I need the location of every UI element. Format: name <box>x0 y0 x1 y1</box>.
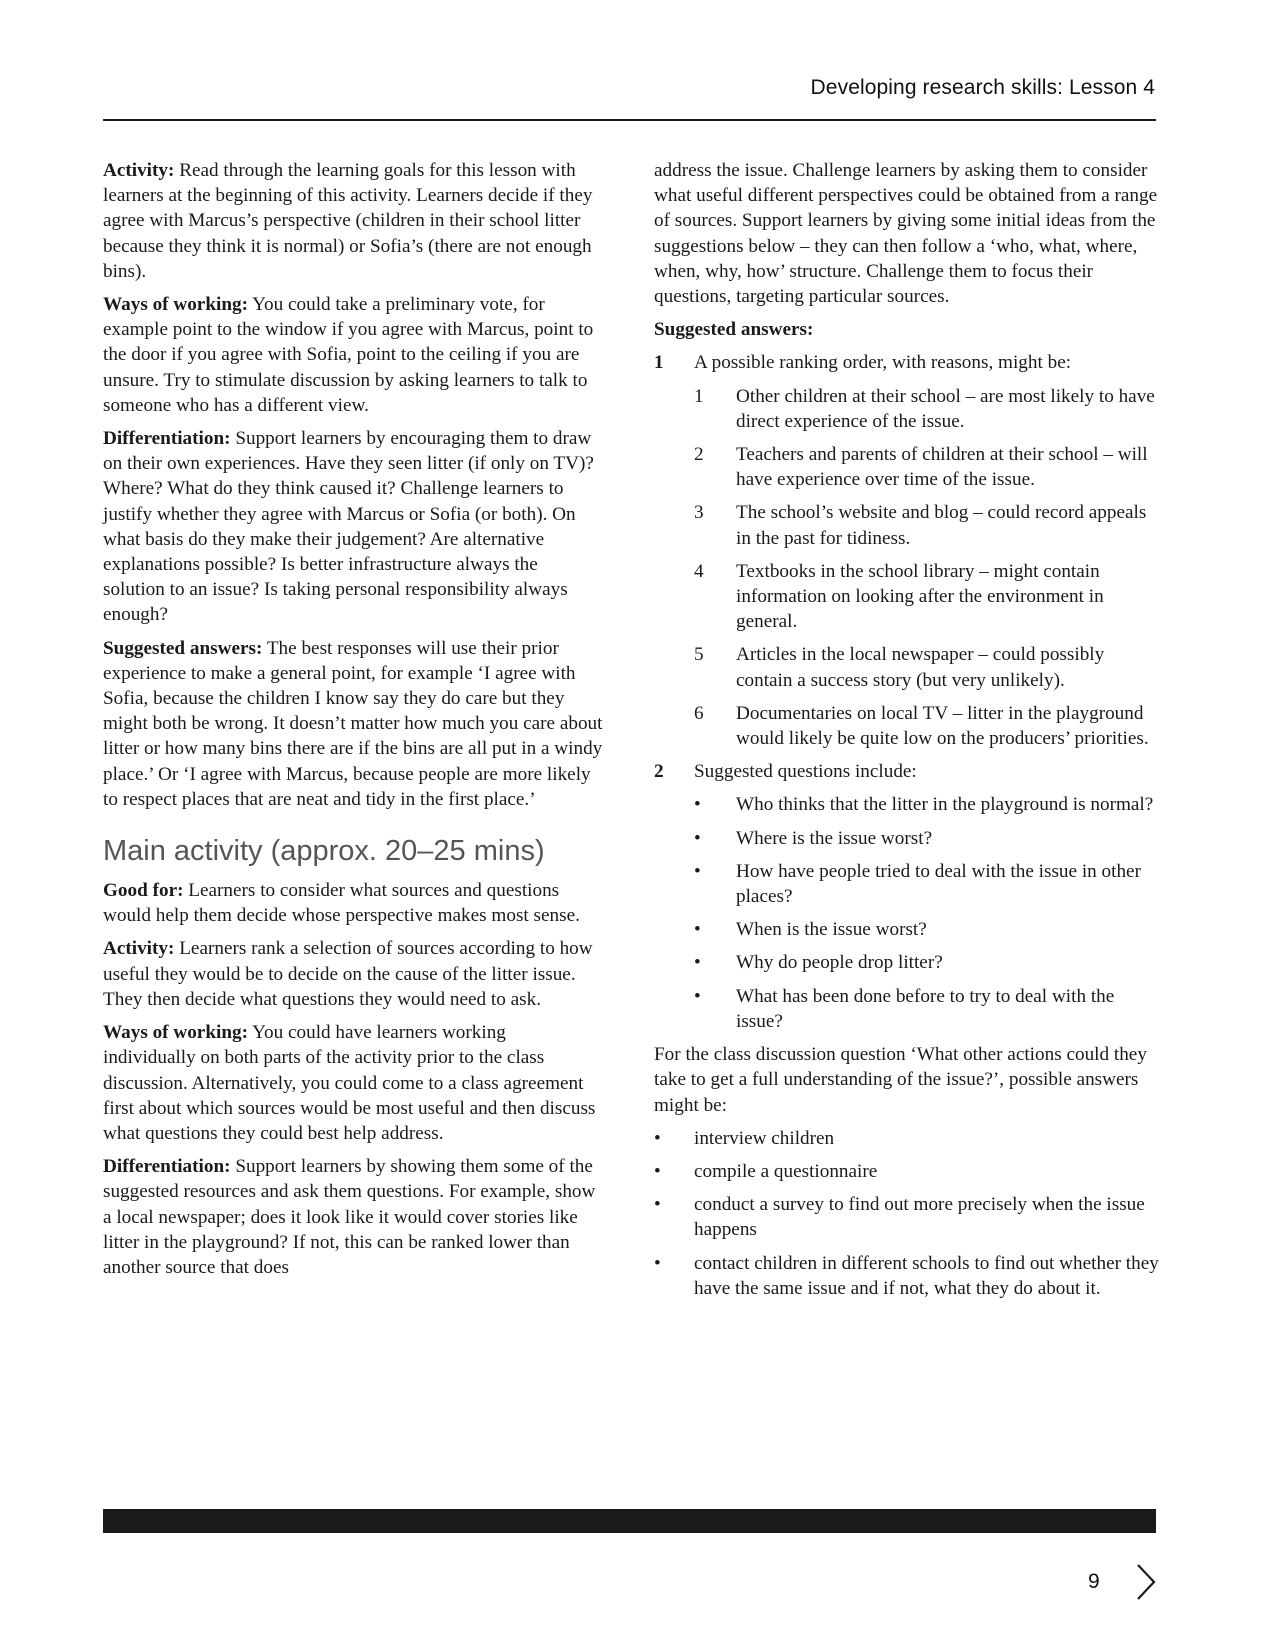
list-item <box>694 917 1160 942</box>
list-item <box>694 500 1160 550</box>
item-number: 4 <box>694 560 704 582</box>
answer-text: A possible ranking order, with reasons, might be: <box>694 352 1072 374</box>
paragraph-good-for <box>103 878 603 928</box>
bullet-icon: • <box>654 1194 661 1216</box>
paragraph-differentiation-main <box>103 1154 603 1280</box>
answer-number: 2 <box>654 761 664 783</box>
item-text: How have people tried to deal with the issue in other places? <box>736 860 1141 908</box>
list-item <box>694 859 1160 909</box>
item-text: contact children in different schools to find out whether they have the same issue and if not, what they do about it. <box>694 1252 1159 1299</box>
item-text: Why do people drop litter? <box>736 952 943 974</box>
header-rule <box>103 119 1156 121</box>
paragraph-activity <box>103 158 603 284</box>
chevron-right-icon[interactable] <box>1133 1562 1159 1602</box>
list-item <box>654 1192 1160 1242</box>
paragraph-suggested-answers <box>103 636 603 812</box>
item-text: What has been done before to try to deal with the issue? <box>736 985 1115 1032</box>
paragraph-text: Read through the learning goals for this lesson with learners at the beginning of this activity. Learners decide if they agree with Marcus’s perspective (children in their school litter because they think it is normal) or Sofia’s (there are not enough bins). <box>103 160 593 282</box>
bullet-icon: • <box>654 1127 661 1149</box>
item-text: Articles in the local newspaper – could possibly contain a success story (but very unlikely). <box>736 644 1105 691</box>
paragraph-label: Activity: <box>103 938 175 960</box>
paragraph-label: Differentiation: <box>103 428 231 450</box>
paragraph-ways-of-working <box>103 292 603 418</box>
suggested-answers-heading <box>654 317 1160 342</box>
item-text: interview children <box>694 1127 835 1149</box>
list-item <box>654 1126 1160 1151</box>
list-item <box>694 642 1160 692</box>
list-item <box>694 442 1160 492</box>
paragraph-text: Learners rank a selection of sources according to how useful they would be to decide on the cause of the litter issue. They then decide what questions they would need to ask. <box>103 938 593 1010</box>
item-text: When is the issue worst? <box>736 919 927 941</box>
questions-list <box>694 792 1160 1034</box>
list-item <box>654 1159 1160 1184</box>
list-item <box>694 826 1160 851</box>
bullet-icon: • <box>654 1252 661 1274</box>
list-item <box>694 559 1160 635</box>
bullet-icon: • <box>694 985 701 1007</box>
list-item <box>654 1251 1160 1301</box>
ranking-list <box>694 384 1160 752</box>
left-column <box>103 158 603 1288</box>
item-number: 3 <box>694 502 704 524</box>
paragraph-ways-of-working-main <box>103 1020 603 1146</box>
item-text: Other children at their school – are most likely to have direct experience of the issue. <box>736 385 1155 432</box>
bullet-icon: • <box>654 1160 661 1182</box>
item-text: Documentaries on local TV – litter in the playground would likely be quite low on the producers’ priorities. <box>736 702 1149 750</box>
bullet-icon: • <box>694 860 701 882</box>
bullet-icon: • <box>694 827 701 849</box>
item-number: 1 <box>694 385 704 407</box>
item-text: Who thinks that the litter in the playground is normal? <box>736 794 1154 816</box>
item-number: 6 <box>694 702 704 724</box>
paragraph-text: You could have learners working individually on both parts of the activity prior to the class discussion. Alternatively, you could come to a class agreement first about which sources would be most useful and then discuss what questions they could best help address. <box>103 1022 596 1144</box>
answer-item <box>654 350 1160 375</box>
list-item <box>694 984 1160 1034</box>
paragraph-discussion: For the class discussion question ‘What other actions could they take to get a full understanding of the issue?’, possible answers might be: <box>654 1044 1147 1116</box>
answer-item <box>654 759 1160 784</box>
page-number: 9 <box>1088 1570 1100 1593</box>
paragraph-text: Learners to consider what sources and questions would help them decide whose perspective makes most sense. <box>103 880 580 927</box>
item-number: 5 <box>694 644 704 666</box>
paragraph-label: Suggested answers: <box>103 637 263 659</box>
list-item <box>694 792 1160 817</box>
paragraph-label: Differentiation: <box>103 1156 231 1178</box>
bullet-icon: • <box>694 794 701 816</box>
paragraph-label: Good for: <box>103 880 184 902</box>
actions-list <box>654 1126 1160 1301</box>
list-item <box>694 950 1160 975</box>
item-text: compile a questionnaire <box>694 1160 878 1182</box>
item-number: 2 <box>694 444 704 466</box>
item-text: Textbooks in the school library – might contain information on looking after the environment in general. <box>736 560 1104 633</box>
item-text: Teachers and parents of children at their school – will have experience over time of the issue. <box>736 444 1148 491</box>
item-text: conduct a survey to find out more precisely when the issue happens <box>694 1194 1145 1241</box>
running-header: Developing research skills: Lesson 4 <box>810 76 1155 99</box>
list-item <box>694 384 1160 434</box>
paragraph-label: Ways of working: <box>103 1022 248 1044</box>
list-item <box>694 701 1160 751</box>
item-text: The school’s website and blog – could record appeals in the past for tidiness. <box>736 502 1147 549</box>
bullet-icon: • <box>694 952 701 974</box>
paragraph-label: Ways of working: <box>103 294 248 316</box>
paragraph-label: Activity: <box>103 160 175 181</box>
section-heading: Main activity (approx. 20–25 mins) <box>103 835 545 868</box>
paragraph-text: The best responses will use their prior experience to make a general point, for example ‘I agree with Sofia, because the children I know say they do care but they might both be wrong. It doesn’t matter how much you care about litter or how many bins there are if the bins are all put in a windy place.’ Or ‘I agree with Marcus, because people are more likely to respect places that are neat and tidy in the first place.’ <box>103 637 603 810</box>
answer-text: Suggested questions include: <box>694 761 917 783</box>
answer-number: 1 <box>654 352 664 374</box>
item-text: Where is the issue worst? <box>736 827 933 849</box>
paragraph-label: Suggested answers: <box>654 319 814 341</box>
paragraph-differentiation <box>103 426 603 628</box>
right-column <box>654 158 1160 1309</box>
footer-bar <box>103 1509 1156 1533</box>
paragraph-continued: address the issue. Challenge learners by asking them to consider what useful different perspectives could be obtained from a range of sources. Support learners by giving some initial ideas from the suggestions below – they can then follow a ‘who, what, where, when, why, how’ structure. Challenge them to focus their questions, targeting particular sources. <box>654 160 1158 308</box>
paragraph-text: Support learners by encouraging them to draw on their own experiences. Have they seen litter (if only on TV)? Where? What do they think caused it? Challenge learners to justify whether they agree with Marcus or Sofia (or both). On what basis do they make their judgement? Are alternative explanations possible? Is better infrastructure always the solution to an issue? Is taking personal responsibility always enough? <box>103 428 594 626</box>
paragraph-text: Support learners by showing them some of the suggested resources and ask them questions. For example, show a local newspaper; does it look like it would cover stories like litter in the playground? If not, this can be ranked lower than another source that does <box>103 1156 596 1278</box>
bullet-icon: • <box>694 919 701 941</box>
paragraph-text: You could take a preliminary vote, for example point to the window if you agree with Marcus, point to the door if you agree with Sofia, point to the ceiling if you are unsure. Try to stimulate discussion by asking learners to talk to someone who has a different view. <box>103 294 594 416</box>
paragraph-activity-main <box>103 936 603 1012</box>
